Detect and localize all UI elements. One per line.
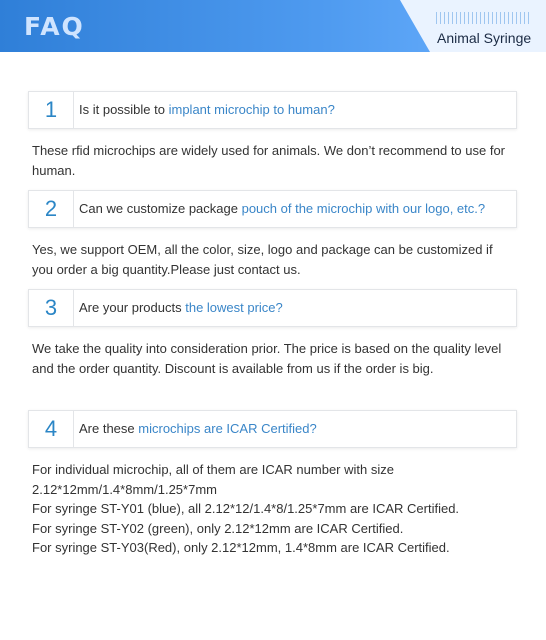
- faq-answer-3: We take the quality into consideration prior. The price is based on the quality level and the order quantity. Discount is available from us if the order is big.: [32, 341, 502, 376]
- header-subtitle: Animal Syringe: [437, 30, 532, 46]
- faq-question-4: [28, 410, 517, 448]
- faq-answer-1: These rfid microchips are widely used for animals. We don’t recommend to use for human.: [32, 143, 506, 178]
- faq-question-2: [28, 190, 517, 228]
- question-text: Are these microchips are ICAR Certified?: [79, 421, 317, 436]
- question-text: Is it possible to implant microchip to human?: [79, 102, 335, 117]
- question-number: 2: [29, 191, 74, 227]
- question-number: 1: [29, 92, 74, 128]
- faq-question-3: [28, 289, 517, 327]
- faq-answer-2: Yes, we support OEM, all the color, size, logo and package can be customized if you order a big quantity.Please just contact us.: [32, 242, 493, 277]
- barcode-icon: [436, 12, 529, 24]
- question-text: Are your products the lowest price?: [79, 300, 283, 315]
- question-number: 3: [29, 290, 74, 326]
- faq-question-1: [28, 91, 517, 129]
- faq-title: FAQ: [24, 12, 85, 41]
- faq-answer-4: For individual microchip, all of them are ICAR number with size 2.12*12mm/1.4*8mm/1.25*7mm For syringe ST-Y01 (blue), all 2.12*12/1.4*8/1.25*7mm are ICAR Certified. For syringe ST-Y02 (green), only 2.12*12mm are ICAR Certified. For syringe ST-Y03(Red), only 2.12*12mm, 1.4*8mm are ICAR Certified.: [32, 462, 460, 555]
- question-number: 4: [29, 411, 74, 447]
- question-text: Can we customize package pouch of the microchip with our logo, etc.?: [79, 201, 486, 216]
